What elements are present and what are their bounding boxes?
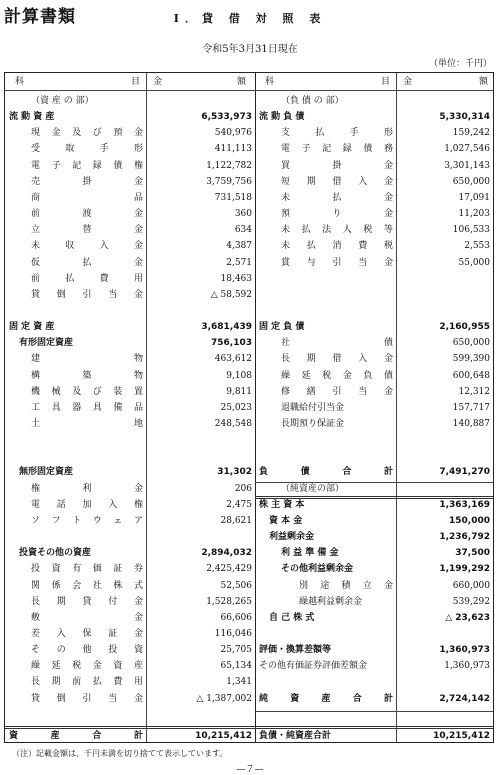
left_rows-label: 投資その他の資産 — [19, 548, 92, 559]
right_rows-amount — [398, 93, 490, 109]
right_rows-amount: 2,553 — [464, 241, 490, 252]
right_rows-amount — [398, 626, 490, 642]
left_rows-label: 電 子 記 録 債 権 — [31, 160, 143, 171]
left_rows-amount: 2,425,429 — [206, 564, 252, 575]
left_rows-label: 長 期 貸 付 金 — [31, 596, 143, 607]
right_rows-amount: 600,648 — [452, 370, 490, 381]
left_rows-label: 前 渡 金 — [31, 209, 143, 220]
right_rows-amount — [398, 674, 490, 690]
left_rows-label: 未 収 入 金 — [31, 241, 143, 252]
right_rows-amount: 37,500 — [455, 548, 490, 559]
right_rows-amount: 660,000 — [452, 580, 490, 591]
header-left-amount-b: 額 — [237, 77, 247, 87]
left_rows-label: 建 物 — [31, 354, 143, 365]
page-number: —７— — [236, 765, 264, 775]
left_rows-amount: 206 — [234, 483, 252, 494]
left_rows-amount — [148, 448, 252, 464]
left_rows-amount: 1,341 — [226, 677, 252, 688]
balance-sheet-table — [4, 72, 494, 743]
right_rows-amount: 157,717 — [452, 402, 490, 413]
right_rows-label: 修 繕 引 当 金 — [281, 386, 393, 397]
right_rows-label: 支 払 手 形 — [281, 128, 393, 139]
left_rows-label: 電 話 加 入 権 — [31, 499, 143, 510]
header-left-amount-a: 金 — [153, 77, 163, 87]
left_rows-label: 資 産 合 計 — [9, 731, 143, 741]
header-right-item-b: 目 — [381, 77, 391, 87]
left_rows-amount: 3,681,439 — [201, 322, 252, 333]
left_rows-label: 仮 払 金 — [31, 257, 143, 268]
left_rows-label: 現 金 及 び 預 金 — [31, 128, 143, 139]
right_rows-amount: 1,363,169 — [439, 499, 490, 510]
header-left-item-a: 科 — [15, 77, 25, 87]
left_rows-label: 貸 倒 引 当 金 — [31, 693, 143, 704]
left_rows-label: 固 定 資 産 — [9, 322, 55, 333]
left_rows-label: 前 払 費 用 — [31, 273, 143, 284]
left_rows-label: 工 具 器 具 備 品 — [31, 402, 143, 413]
right_rows-amount: △ 23,623 — [445, 612, 490, 623]
right_rows-amount: 7,491,270 — [439, 467, 490, 478]
right_rows-label: その他有価証券評価差額金 — [259, 661, 368, 672]
left_rows-amount: 756,103 — [211, 338, 252, 349]
right_rows-label: 短 期 借 入 金 — [281, 176, 393, 187]
right_rows-amount — [398, 448, 490, 464]
left_rows-label: 繰 延 税 金 資 産 — [31, 661, 143, 672]
right_rows-label: 資 本 金 — [269, 515, 303, 526]
right_rows-amount: 1,360,973 — [444, 661, 490, 672]
right_rows-label: 株 主 資 本 — [259, 499, 305, 510]
net-assets-total-rule — [255, 711, 493, 712]
left_rows-label: 商 品 — [31, 192, 143, 203]
right_rows-label: 繰越利益剰余金 — [299, 596, 363, 607]
left_rows-label: 土 地 — [31, 419, 143, 429]
right_rows-label: 賞 与 引 当 金 — [281, 257, 393, 268]
left_rows-label: 関 係 会 社 株 式 — [31, 580, 143, 591]
right_rows-label: 長期預り保証金 — [281, 419, 345, 429]
right_rows-amount: 106,533 — [452, 225, 490, 236]
left_rows-label: 長 期 前 払 費 用 — [31, 677, 143, 688]
left_rows-amount: 463,612 — [214, 354, 252, 365]
right_rows-amount: 10,215,412 — [433, 731, 490, 741]
left_rows-amount: 25,023 — [220, 402, 252, 413]
left_rows-amount: 31,302 — [217, 467, 252, 478]
left_rows-amount — [148, 432, 252, 448]
left_rows-label: 売 掛 金 — [31, 176, 143, 187]
left_rows-amount: 1,528,265 — [206, 596, 252, 607]
left_rows-label: 貸 倒 引 当 金 — [31, 289, 143, 300]
left_rows-label: 無形固定資産 — [19, 467, 74, 478]
left_rows-amount — [148, 93, 252, 109]
right_rows-amount — [398, 271, 490, 287]
right_rows-label: 未 払 金 — [281, 192, 393, 203]
left_rows-amount: 65,134 — [220, 661, 252, 672]
right_rows-amount — [398, 432, 490, 448]
left_rows-amount: 360 — [234, 209, 252, 220]
as-of-date: 令和5年3月31日現在 — [202, 44, 298, 55]
left_rows-amount: 634 — [234, 225, 252, 236]
left_rows-amount: 66,606 — [220, 612, 252, 623]
col-divider — [146, 73, 147, 742]
left_rows-label: 立 替 金 — [31, 225, 143, 236]
left_rows-amount: 2,475 — [226, 499, 252, 510]
left_rows-amount: 28,621 — [220, 515, 252, 526]
right_rows-label: 買 掛 金 — [281, 160, 393, 171]
right_rows-amount — [398, 303, 490, 319]
right_rows-amount: 650,000 — [452, 338, 490, 349]
header-right-item-a: 科 — [265, 77, 275, 87]
left_rows-amount — [148, 303, 252, 319]
left_rows-amount: 9,811 — [226, 386, 252, 397]
left_rows-amount: 1,122,782 — [206, 160, 252, 171]
right_rows-amount: 2,160,955 — [439, 322, 490, 333]
left_rows-label: 投 資 有 価 証 券 — [31, 564, 143, 575]
left_rows-label: 有形固定資産 — [19, 338, 74, 349]
right_rows-amount: 140,887 — [452, 419, 490, 429]
right_rows-amount: 12,312 — [458, 386, 490, 397]
left_rows-label: 権 利 金 — [31, 483, 143, 494]
statement-title: Ⅰ．貸 借 対 照 表 — [173, 12, 327, 25]
right_rows-amount: 3,301,143 — [444, 160, 490, 171]
left_rows-amount: 411,113 — [214, 144, 252, 155]
left_rows-amount: 116,046 — [214, 628, 252, 639]
left_rows-amount — [148, 529, 252, 545]
header-right-amount-a: 金 — [403, 77, 413, 87]
col-divider — [396, 73, 397, 742]
left_rows-amount: 731,518 — [214, 192, 252, 203]
right_rows-amount — [398, 287, 490, 303]
center-divider — [255, 73, 256, 742]
left_rows-amount: 3,759,756 — [206, 176, 252, 187]
right_rows-amount: 1,199,292 — [439, 564, 490, 575]
left_rows-label: そ の 他 投 資 — [31, 645, 143, 656]
right_rows-label: 評価・換算差額等 — [259, 645, 332, 656]
right_rows-label: 固 定 負 債 — [259, 322, 305, 333]
right_rows-label: 未 払 消 費 税 — [281, 241, 393, 252]
left_rows-amount: 6,533,973 — [201, 112, 252, 123]
left_rows-amount: 2,894,032 — [201, 548, 252, 559]
left_rows-amount: 25,705 — [220, 645, 252, 656]
right_rows-label: 利益剰余金 — [269, 532, 315, 543]
right_rows-label: 別 途 積 立 金 — [299, 580, 393, 591]
left_rows-amount: 4,387 — [226, 241, 252, 252]
right_rows-label: （負 債 の 部） — [281, 96, 344, 106]
left_rows-amount: 540,976 — [214, 128, 252, 139]
right_rows-label: 電 子 記 録 債 務 — [281, 144, 393, 155]
header-rule — [5, 90, 493, 91]
left_rows-label: ソ フ ト ウ ェ ア — [31, 515, 143, 526]
right_rows-label: 自 己 株 式 — [269, 612, 315, 623]
right_rows-label: 利 益 準 備 金 — [281, 548, 339, 559]
right_rows-label: 純 資 産 合 計 — [259, 693, 393, 704]
right_rows-label: 負 債 合 計 — [259, 467, 393, 478]
left_rows-amount: △ 1,387,002 — [196, 693, 252, 704]
left_rows-amount: 10,215,412 — [195, 731, 252, 741]
right_rows-label: 繰 延 税 金 負 債 — [281, 370, 393, 381]
left_rows-amount: △ 58,592 — [210, 289, 252, 300]
right_rows-label: 未 払 法 人 税 等 — [281, 225, 393, 236]
left_rows-label: 敷 金 — [31, 612, 143, 623]
right_rows-amount — [398, 481, 490, 497]
left_rows-label: 流 動 資 産 — [9, 112, 55, 123]
right_rows-label: 預 り 金 — [281, 209, 393, 220]
right_rows-amount: 159,242 — [452, 128, 490, 139]
left_rows-amount: 2,571 — [226, 257, 252, 268]
right_rows-amount: 11,203 — [458, 209, 490, 220]
header-left-item-b: 目 — [131, 77, 141, 87]
left_rows-amount: 248,548 — [214, 419, 252, 429]
right_rows-label: その他利益剰余金 — [281, 564, 354, 575]
right_rows-amount: 539,292 — [452, 596, 490, 607]
right_rows-amount: 17,091 — [458, 192, 490, 203]
right_rows-amount: 1,360,973 — [439, 645, 490, 656]
right_rows-amount: 1,027,546 — [444, 144, 490, 155]
right_rows-label: 流 動 負 債 — [259, 112, 305, 123]
right_rows-label: 負債・純資産合計 — [259, 731, 332, 741]
left_rows-amount: 52,506 — [220, 580, 252, 591]
right_rows-amount: 1,236,792 — [439, 532, 490, 543]
left_rows-label: 差 入 保 証 金 — [31, 628, 143, 639]
left_rows-label: 受 取 手 形 — [31, 144, 143, 155]
right_rows-amount: 55,000 — [458, 257, 490, 268]
left_rows-label: （資 産 の 部） — [31, 96, 94, 106]
right_rows-amount: 2,724,142 — [439, 693, 490, 704]
header-right-amount-b: 額 — [479, 77, 489, 87]
right_rows-amount: 599,390 — [452, 354, 490, 365]
right_rows-label: 社 債 — [281, 338, 393, 349]
footnote: （注）記載金額は、千円未満を切り捨てて表示しています。 — [12, 749, 228, 758]
left_rows-amount: 9,108 — [226, 370, 252, 381]
right_rows-amount: 5,330,314 — [439, 112, 490, 123]
right_rows-label: 退職給付引当金 — [281, 402, 345, 413]
right_rows-amount: 650,000 — [452, 176, 490, 187]
document-heading: 計算書類 — [4, 7, 76, 27]
right_rows-label: 長 期 借 入 金 — [281, 354, 393, 365]
right_rows-amount: 150,000 — [449, 515, 490, 526]
unit-label: （単位：千円） — [428, 59, 492, 69]
left_rows-label: 機 械 及 び 装 置 — [31, 386, 143, 397]
left_rows-amount: 18,463 — [220, 273, 252, 284]
right_rows-label: （純資産の部） — [281, 483, 345, 494]
left_rows-label: 構 築 物 — [31, 370, 143, 381]
